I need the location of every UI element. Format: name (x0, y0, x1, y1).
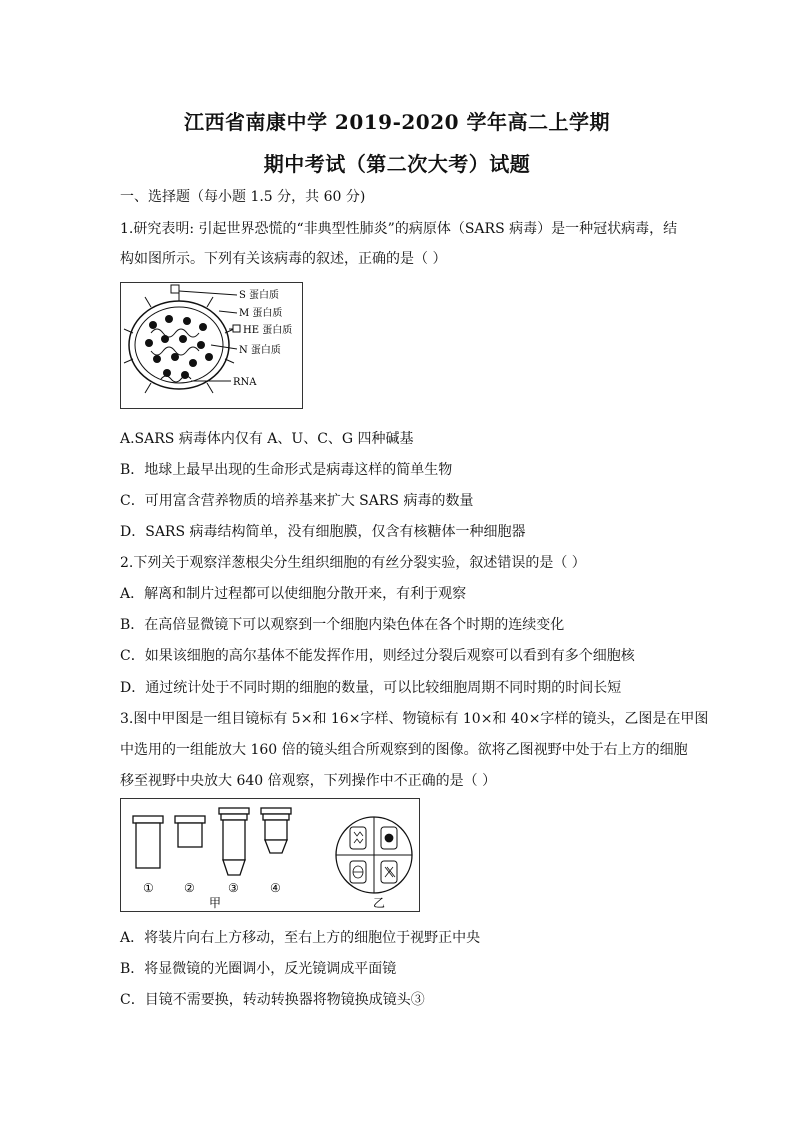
q1-option-b: B．地球上最早出现的生命形式是病毒这样的简单生物 (120, 462, 453, 478)
m-protein-label: M 蛋白质 (239, 308, 283, 319)
q3-option-a: A．将装片向右上方移动，至右上方的细胞位于视野正中央 (120, 930, 481, 946)
q1-stem-line1: 1.研究表明: 引起世界恐慌的“非典型性肺炎”的病原体（SARS 病毒）是一种冠状病毒，结 (120, 221, 678, 237)
lens-1-number: ① (143, 881, 154, 895)
lens-3-number: ③ (228, 881, 239, 895)
caption-yi: 乙 (373, 896, 386, 910)
s-protein-label: S 蛋白质 (239, 290, 280, 301)
q3-option-c: C．目镜不需要换，转动转换器将物镜换成镜头③ (120, 992, 425, 1008)
q3-stem-line1: 3.图中甲图是一组目镜标有 5×和 16×字样、物镜标有 10×和 40×字样的镜头，乙图是在甲图 (120, 711, 709, 727)
q2-option-d: D．通过统计处于不同时期的细胞的数量，可以比较细胞周期不同时期的时间长短 (120, 680, 622, 696)
sars-virus-figure (120, 282, 303, 409)
lens-2-number: ② (184, 881, 195, 895)
q1-option-d: D．SARS 病毒结构简单，没有细胞膜，仅含有核糖体一种细胞器 (120, 524, 526, 540)
q1-stem-line2: 构如图所示。下列有关该病毒的叙述，正确的是（ ） (120, 251, 447, 267)
lens-and-field-diagram (121, 799, 419, 911)
q1-option-c: C．可用富含营养物质的培养基来扩大 SARS 病毒的数量 (120, 493, 474, 509)
lens-4-number: ④ (270, 881, 281, 895)
he-protein-label: HE 蛋白质 (243, 325, 293, 336)
exam-title-line2: 期中考试（第二次大考）试题 (263, 152, 531, 176)
q2-option-b: B．在高倍显微镜下可以观察到一个细胞内染色体在各个时期的连续变化 (120, 617, 565, 633)
n-protein-label: N 蛋白质 (239, 345, 281, 356)
q2-option-c: C．如果该细胞的高尔基体不能发挥作用，则经过分裂后观察可以看到有多个细胞核 (120, 648, 635, 664)
sars-virus-diagram (121, 283, 302, 408)
q3-option-b: B．将显微镜的光圈调小，反光镜调成平面镜 (120, 961, 397, 977)
rna-label: RNA (233, 377, 257, 388)
q2-option-a: A．解离和制片过程都可以使细胞分散开来，有利于观察 (120, 586, 467, 602)
q3-stem-line3: 移至视野中央放大 640 倍观察，下列操作中不正确的是（ ） (120, 773, 497, 789)
exam-title-line1: 江西省南康中学 2019-2020 学年高二上学期 (183, 110, 611, 134)
q3-stem-line2: 中选用的一组能放大 160 倍的镜头组合所观察到的图像。欲将乙图视野中处于右上方的细胞 (120, 742, 688, 758)
section-heading: 一、选择题（每小题 1.5 分，共 60 分) (120, 189, 366, 205)
microscope-lens-figure (120, 798, 420, 912)
q2-stem: 2.下列关于观察洋葱根尖分生组织细胞的有丝分裂实验，叙述错误的是（ ） (120, 555, 586, 571)
caption-jia: 甲 (209, 896, 222, 910)
q1-option-a: A.SARS 病毒体内仅有 A、U、C、G 四种碱基 (120, 431, 414, 447)
